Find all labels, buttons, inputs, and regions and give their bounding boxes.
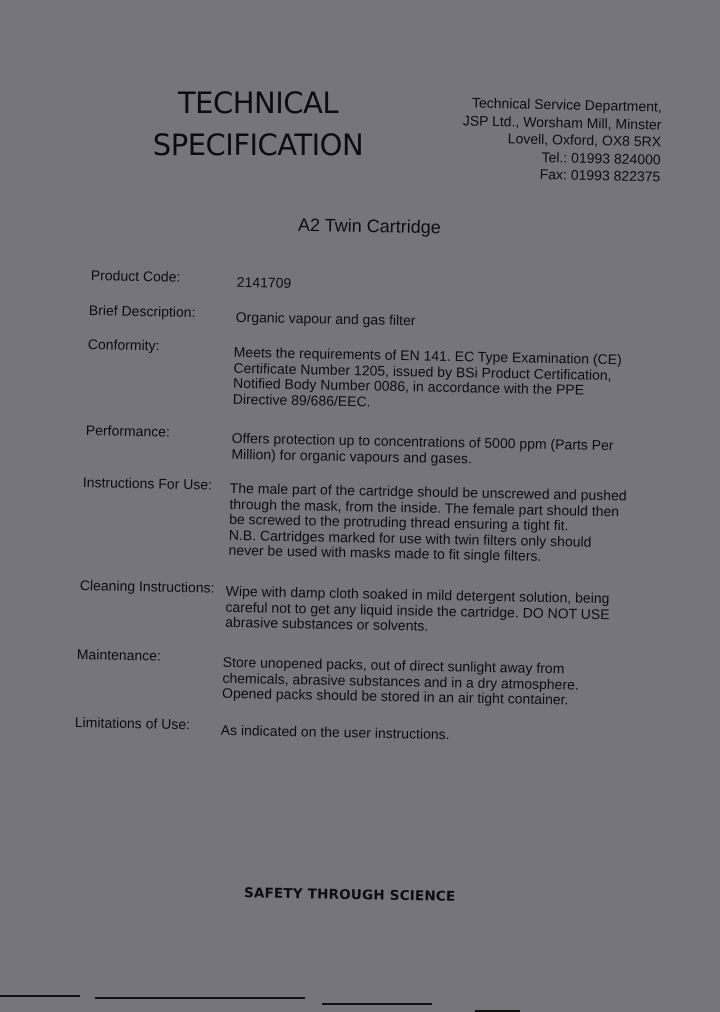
field-label: Conformity: bbox=[87, 336, 160, 354]
scan-line bbox=[322, 1003, 432, 1005]
scan-line bbox=[475, 1010, 520, 1012]
document-heading bbox=[138, 88, 378, 160]
address-line: JSP Ltd., Worsham Mill, Minster bbox=[462, 111, 662, 132]
field-label: Instructions For Use: bbox=[82, 474, 213, 493]
field-label: Performance: bbox=[85, 422, 171, 440]
field-value: Store unopened packs, out of direct sunlight away from chemicals, abrasive substances and in a dry atmosphere. Opened packs should be stored in an air tight container. bbox=[221, 653, 579, 708]
field-label: Limitations of Use: bbox=[74, 714, 191, 733]
company-slogan: SAFETY THROUGH SCIENCE bbox=[243, 885, 456, 905]
field-label: Brief Description: bbox=[88, 302, 196, 321]
field-value: Offers protection up to concentrations of 5000 ppm (Parts Per Million) for organic vapours and gases. bbox=[231, 429, 614, 466]
heading-line-1: TECHNICAL bbox=[177, 86, 339, 120]
field-label: Maintenance: bbox=[76, 646, 162, 664]
field-value: Wipe with damp cloth soaked in mild detergent solution, being careful not to get any liquid inside the cartridge. DO NOT USE abrasive substances or solvents. bbox=[225, 582, 610, 634]
company-address bbox=[446, 94, 662, 186]
product-title: A2 Twin Cartridge bbox=[297, 214, 441, 238]
field-value: Organic vapour and gas filter bbox=[235, 308, 416, 329]
heading-line-2: SPECIFICATION bbox=[152, 128, 364, 162]
address-line: Technical Service Department, bbox=[471, 94, 662, 115]
field-value: Meets the requirements of EN 141. EC Type Examination (CE) Certificate Number 1205, issued by BSi Product Certification, Notified Body Number 0086, in accordance with the PPE Directive 89/686/EEC. bbox=[232, 343, 622, 409]
field-value: As indicated on the user instructions. bbox=[220, 721, 450, 743]
field-value: 2141709 bbox=[236, 273, 292, 291]
address-phone: Tel.: 01993 824000 bbox=[541, 148, 661, 167]
scan-line bbox=[0, 995, 80, 997]
address-line: Lovell, Oxford, OX8 5RX bbox=[507, 130, 662, 150]
field-label: Cleaning Instructions: bbox=[79, 577, 215, 596]
field-value: The male part of the cartridge should be unscrewed and pushed through the mask, from the inside. The female part should then be screwed to the protruding thread ensuring a tight fit. N.B. Cartridges marked for use with twin filters only should never be used with masks made to fit single filters. bbox=[228, 479, 627, 564]
scan-line bbox=[95, 997, 305, 999]
address-fax: Fax: 01993 822375 bbox=[539, 165, 661, 185]
field-label: Product Code: bbox=[90, 267, 181, 285]
